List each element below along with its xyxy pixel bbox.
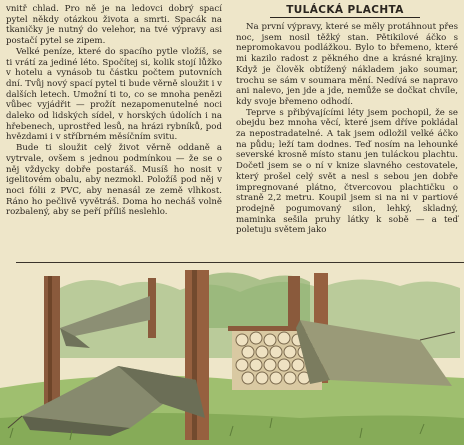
paragraph: Bude ti sloužit celý život věrně oddaně a vytrvale, ovšem s jednou podmínkou — že se o něj vždycky dobře postaráš. Musíš ho nosit v igelitovém obalu, aby nezmokl. Položíš pod něj v noci fólii z PVC, aby nenasál ze země vlhkost. Ráno ho pečlivě vyvětráš. Doma ho necháš volně rozbalený, aby se peří příliš neslehlo. — [6, 143, 222, 218]
divider-line — [16, 262, 464, 263]
paragraph: vnitř chlad. Pro ně je na ledovci dobrý spací pytel někdy otázkou života a smrti. Spacák na tkaničky je nutný do velehor, na tvé výpravy asi postačí pytel se zipem. — [6, 4, 222, 47]
left-text-column — [6, 4, 222, 218]
section-heading: TULÁCKÁ PLACHTA — [270, 4, 420, 18]
tarp-camp-illustration — [0, 268, 464, 445]
paragraph: Velké peníze, které do spacího pytle vložíš, se ti vrátí za jediné léto. Spočítej si, kolik stojí lůžko v hotelu a vynásob tu částku počtem putovních dní. Tvůj nový spací pytel ti bude věrně sloužit i v dalších letech. Umožní ti to, co se mnoha penězi vůbec vyjádřit — prožít nezapomenutelné noci daleko od lidských sídel, v horských údolích i na hřebenech, uprostřed lesů, na hrázi rybníků, pod hvězdami i v stříbrném měsíčním svitu. — [6, 46, 222, 143]
right-text-column — [236, 22, 458, 236]
paragraph: Teprve s přibývajícími léty jsem pochopil, že se obejdu bez mnoha věcí, které jsem dříve pokládal za nepostradatelné. A tak jsem odložil velké áčko na půdu; leží tam dodnes. Teď nosím na lehounké severské krosně místo stanu jen tuláckou plachtu. Dočetl jsem se o ní v knize slavného cestovatele, který prošel celý svět a nesl s sebou jen dobře impregnované plátno, čtvercovou plachtičku o straně 2,2 metru. Koupil jsem si na ni v partiové prodejně pogumovaný silon, lehký, skladný, maminka sešila pruhy látky k sobě — a teď poletuju světem jako — [236, 107, 458, 236]
paragraph: Na první výpravy, které se měly protáhnout přes noc, jsem nosil těžký stan. Pětikilové áčko s nepromokavou podlážkou. Bylo to břemeno, které mi kazilo radost z pěkného dne a krásné krajiny. Když je člověk obtížený nákladem jako soumar, trochu se sám v soumara mění. Nedívá se napravo ani nalevo, jen jde a jde, nemůže se dočkat chvíle, kdy svoje břemeno odhodí. — [236, 22, 458, 107]
